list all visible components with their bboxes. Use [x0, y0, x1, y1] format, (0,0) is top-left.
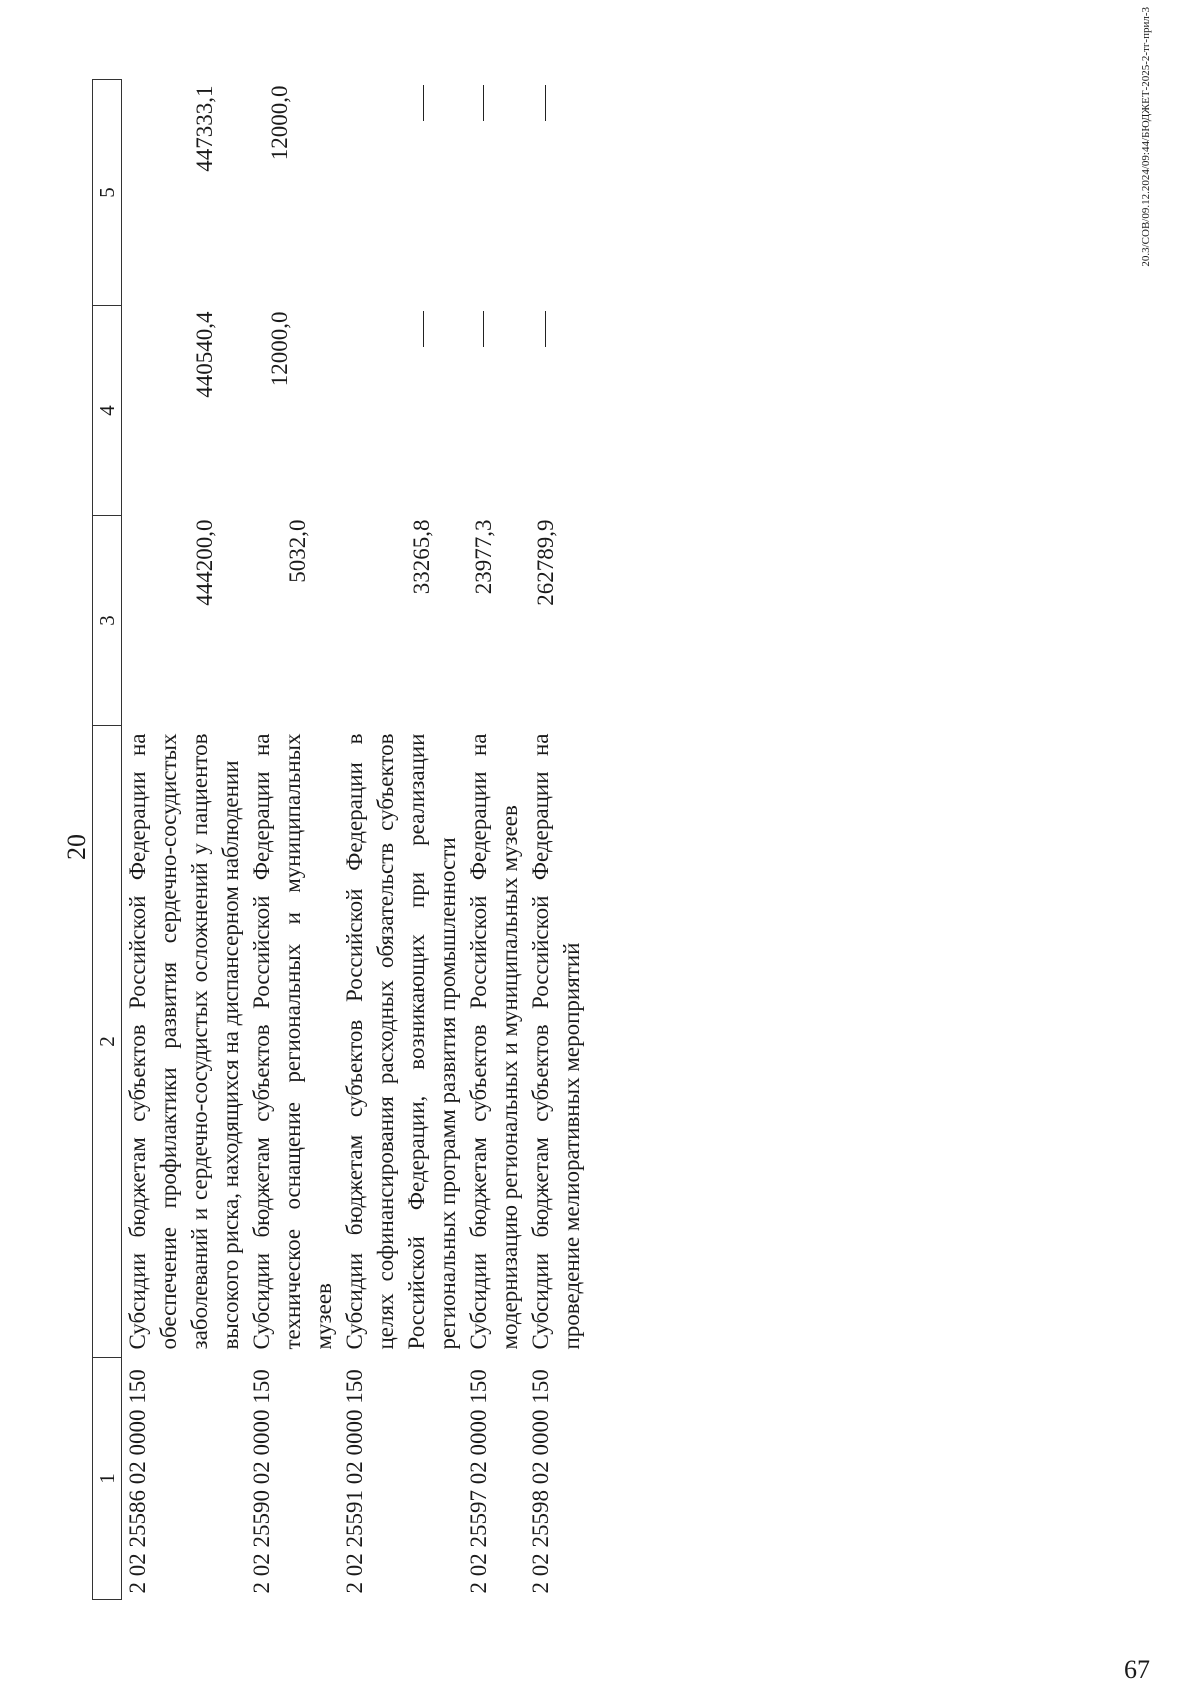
value-col4: [463, 306, 525, 516]
value-col3: 33265,8: [409, 519, 434, 595]
value-col5: [339, 80, 463, 306]
dash-mark: [545, 312, 546, 348]
value-col3: 23977,3: [471, 519, 496, 595]
table-row: [339, 80, 463, 1600]
budget-code: 2 02 25591 02 0000 150: [342, 1369, 367, 1594]
value-col5: 12000,0: [267, 85, 292, 161]
budget-table: [92, 79, 587, 1600]
dash-mark: [545, 86, 546, 122]
value-col4: [339, 306, 463, 516]
row-description: Субсидии бюджетам субъектов Российской Федерации на модернизацию региональных и муниципальных музеев: [466, 733, 522, 1350]
col-header-4: 4: [93, 306, 122, 516]
row-description: Субсидии бюджетам субъектов Российской Федерации на проведение мелиоративных мероприятий: [528, 733, 584, 1350]
value-col4: 440540,4: [192, 311, 217, 398]
table-row: [463, 80, 525, 1600]
table-header-row: [93, 80, 122, 1600]
dash-mark: [483, 86, 484, 122]
value-col3: 5032,0: [285, 519, 310, 583]
col-header-2: 2: [93, 726, 122, 1358]
table-row: [246, 80, 339, 1600]
page-number: 20: [62, 834, 91, 860]
value-col5: [463, 80, 525, 306]
col-header-5: 5: [93, 80, 122, 306]
table-row: [525, 80, 587, 1600]
row-description: Субсидии бюджетам субъектов Российской Федерации на обеспечение профилактики развития сердечно-сосудистых заболеваний и сердечно-сосудистых осложнений у пациентов высокого риска, находящихся на диспансерном наблюдении: [125, 733, 243, 1350]
budget-code: 2 02 25586 02 0000 150: [125, 1369, 150, 1594]
sheet-number: 67: [1124, 1655, 1150, 1684]
value-col4: [525, 306, 587, 516]
value-col5: [525, 80, 587, 306]
row-description: Субсидии бюджетам субъектов Российской Федерации на техническое оснащение региональных и муниципальных музеев: [249, 733, 336, 1350]
dash-mark: [423, 312, 424, 348]
value-col3: 262789,9: [533, 519, 558, 606]
table-row: [122, 80, 247, 1600]
document-footer-code: 20.3/СОВ/09.12.2024/09:44/БЮДЖЕТ-2025-2-тг-прил-3: [1140, 7, 1152, 267]
col-header-1: 1: [93, 1358, 122, 1600]
dash-mark: [423, 86, 424, 122]
budget-code: 2 02 25590 02 0000 150: [249, 1369, 274, 1594]
value-col5: 447333,1: [192, 85, 217, 172]
row-description: Субсидии бюджетам субъектов Российской Федерации в целях софинансирования расходных обязательств субъектов Российской Федерации, возникающих при реализации региональных программ развития промышленности: [342, 733, 460, 1350]
col-header-3: 3: [93, 516, 122, 726]
dash-mark: [483, 312, 484, 348]
value-col4: 12000,0: [267, 311, 292, 387]
budget-code: 2 02 25598 02 0000 150: [528, 1369, 553, 1594]
value-col3: 444200,0: [192, 519, 217, 606]
budget-code: 2 02 25597 02 0000 150: [466, 1369, 491, 1594]
